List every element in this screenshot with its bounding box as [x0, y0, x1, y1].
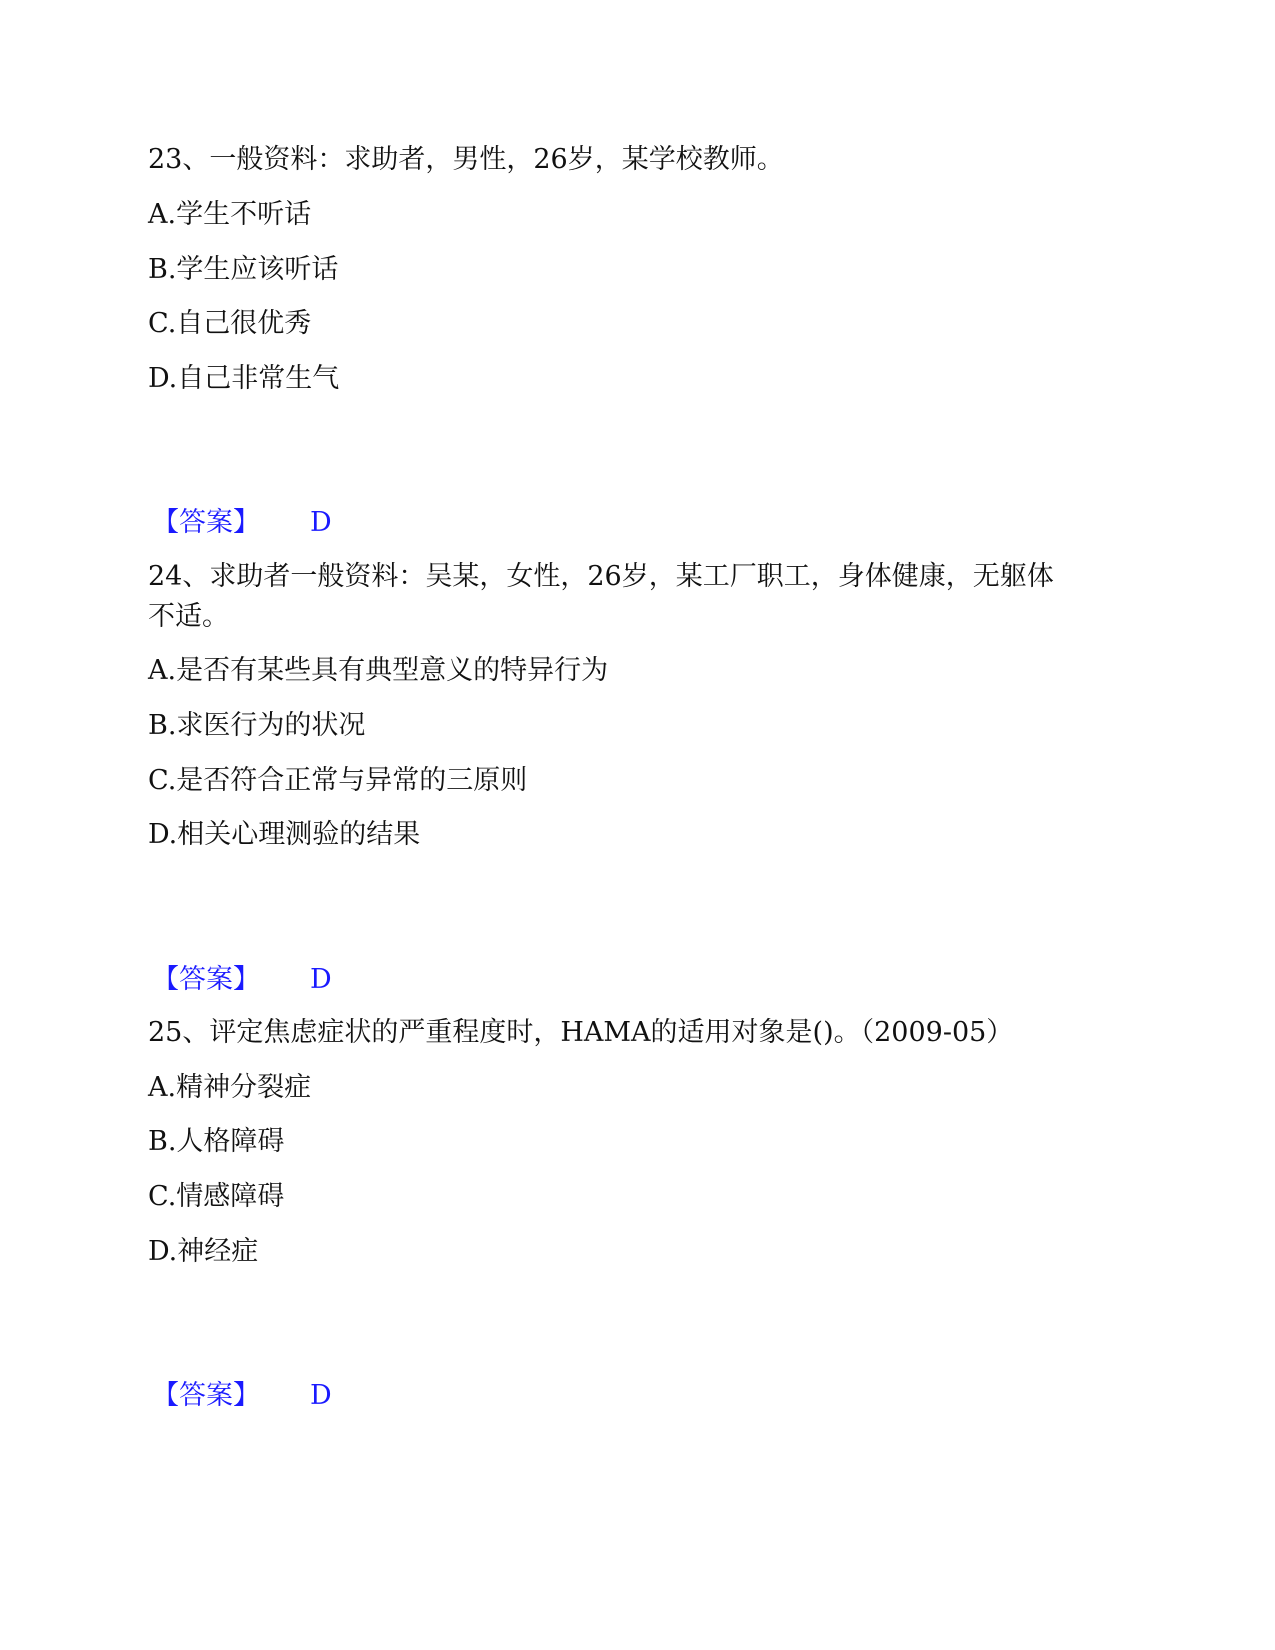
answer-label: 【答案】 — [152, 1380, 260, 1411]
question-24-option-a: A.是否有某些具有典型意义的特异行为 — [148, 655, 609, 686]
answer-value: D — [310, 507, 332, 538]
answer-value: D — [310, 1380, 332, 1411]
answer-value: D — [310, 964, 332, 995]
question-23-stem: 23、一般资料：求助者，男性，26岁，某学校教师。 — [148, 144, 784, 175]
question-23-option-a: A.学生不听话 — [148, 199, 312, 230]
question-23-option-d: D.自己非常生气 — [148, 363, 340, 394]
answer-label: 【答案】 — [152, 964, 260, 995]
question-23-option-b: B.学生应该听话 — [148, 254, 339, 285]
question-25-option-b: B.人格障碍 — [148, 1126, 285, 1157]
question-24-stem-line2: 不适。 — [148, 601, 229, 632]
question-24-option-d: D.相关心理测验的结果 — [148, 819, 421, 850]
question-25-option-a: A.精神分裂症 — [148, 1072, 312, 1103]
question-24-stem-line1: 24、求助者一般资料：吴某，女性，26岁，某工厂职工，身体健康，无躯体 — [148, 561, 1054, 592]
question-24-option-b: B.求医行为的状况 — [148, 710, 366, 741]
question-24-answer — [152, 960, 332, 1000]
answer-label: 【答案】 — [152, 507, 260, 538]
question-25-option-d: D.神经症 — [148, 1236, 259, 1267]
question-23-answer — [152, 503, 332, 543]
question-25-stem: 25、评定焦虑症状的严重程度时，HAMA的适用对象是()。（2009-05） — [148, 1017, 1014, 1048]
question-24-option-c: C.是否符合正常与异常的三原则 — [148, 765, 528, 796]
question-25-option-c: C.情感障碍 — [148, 1181, 285, 1212]
question-23-option-c: C.自己很优秀 — [148, 308, 312, 339]
question-25-answer — [152, 1376, 332, 1416]
